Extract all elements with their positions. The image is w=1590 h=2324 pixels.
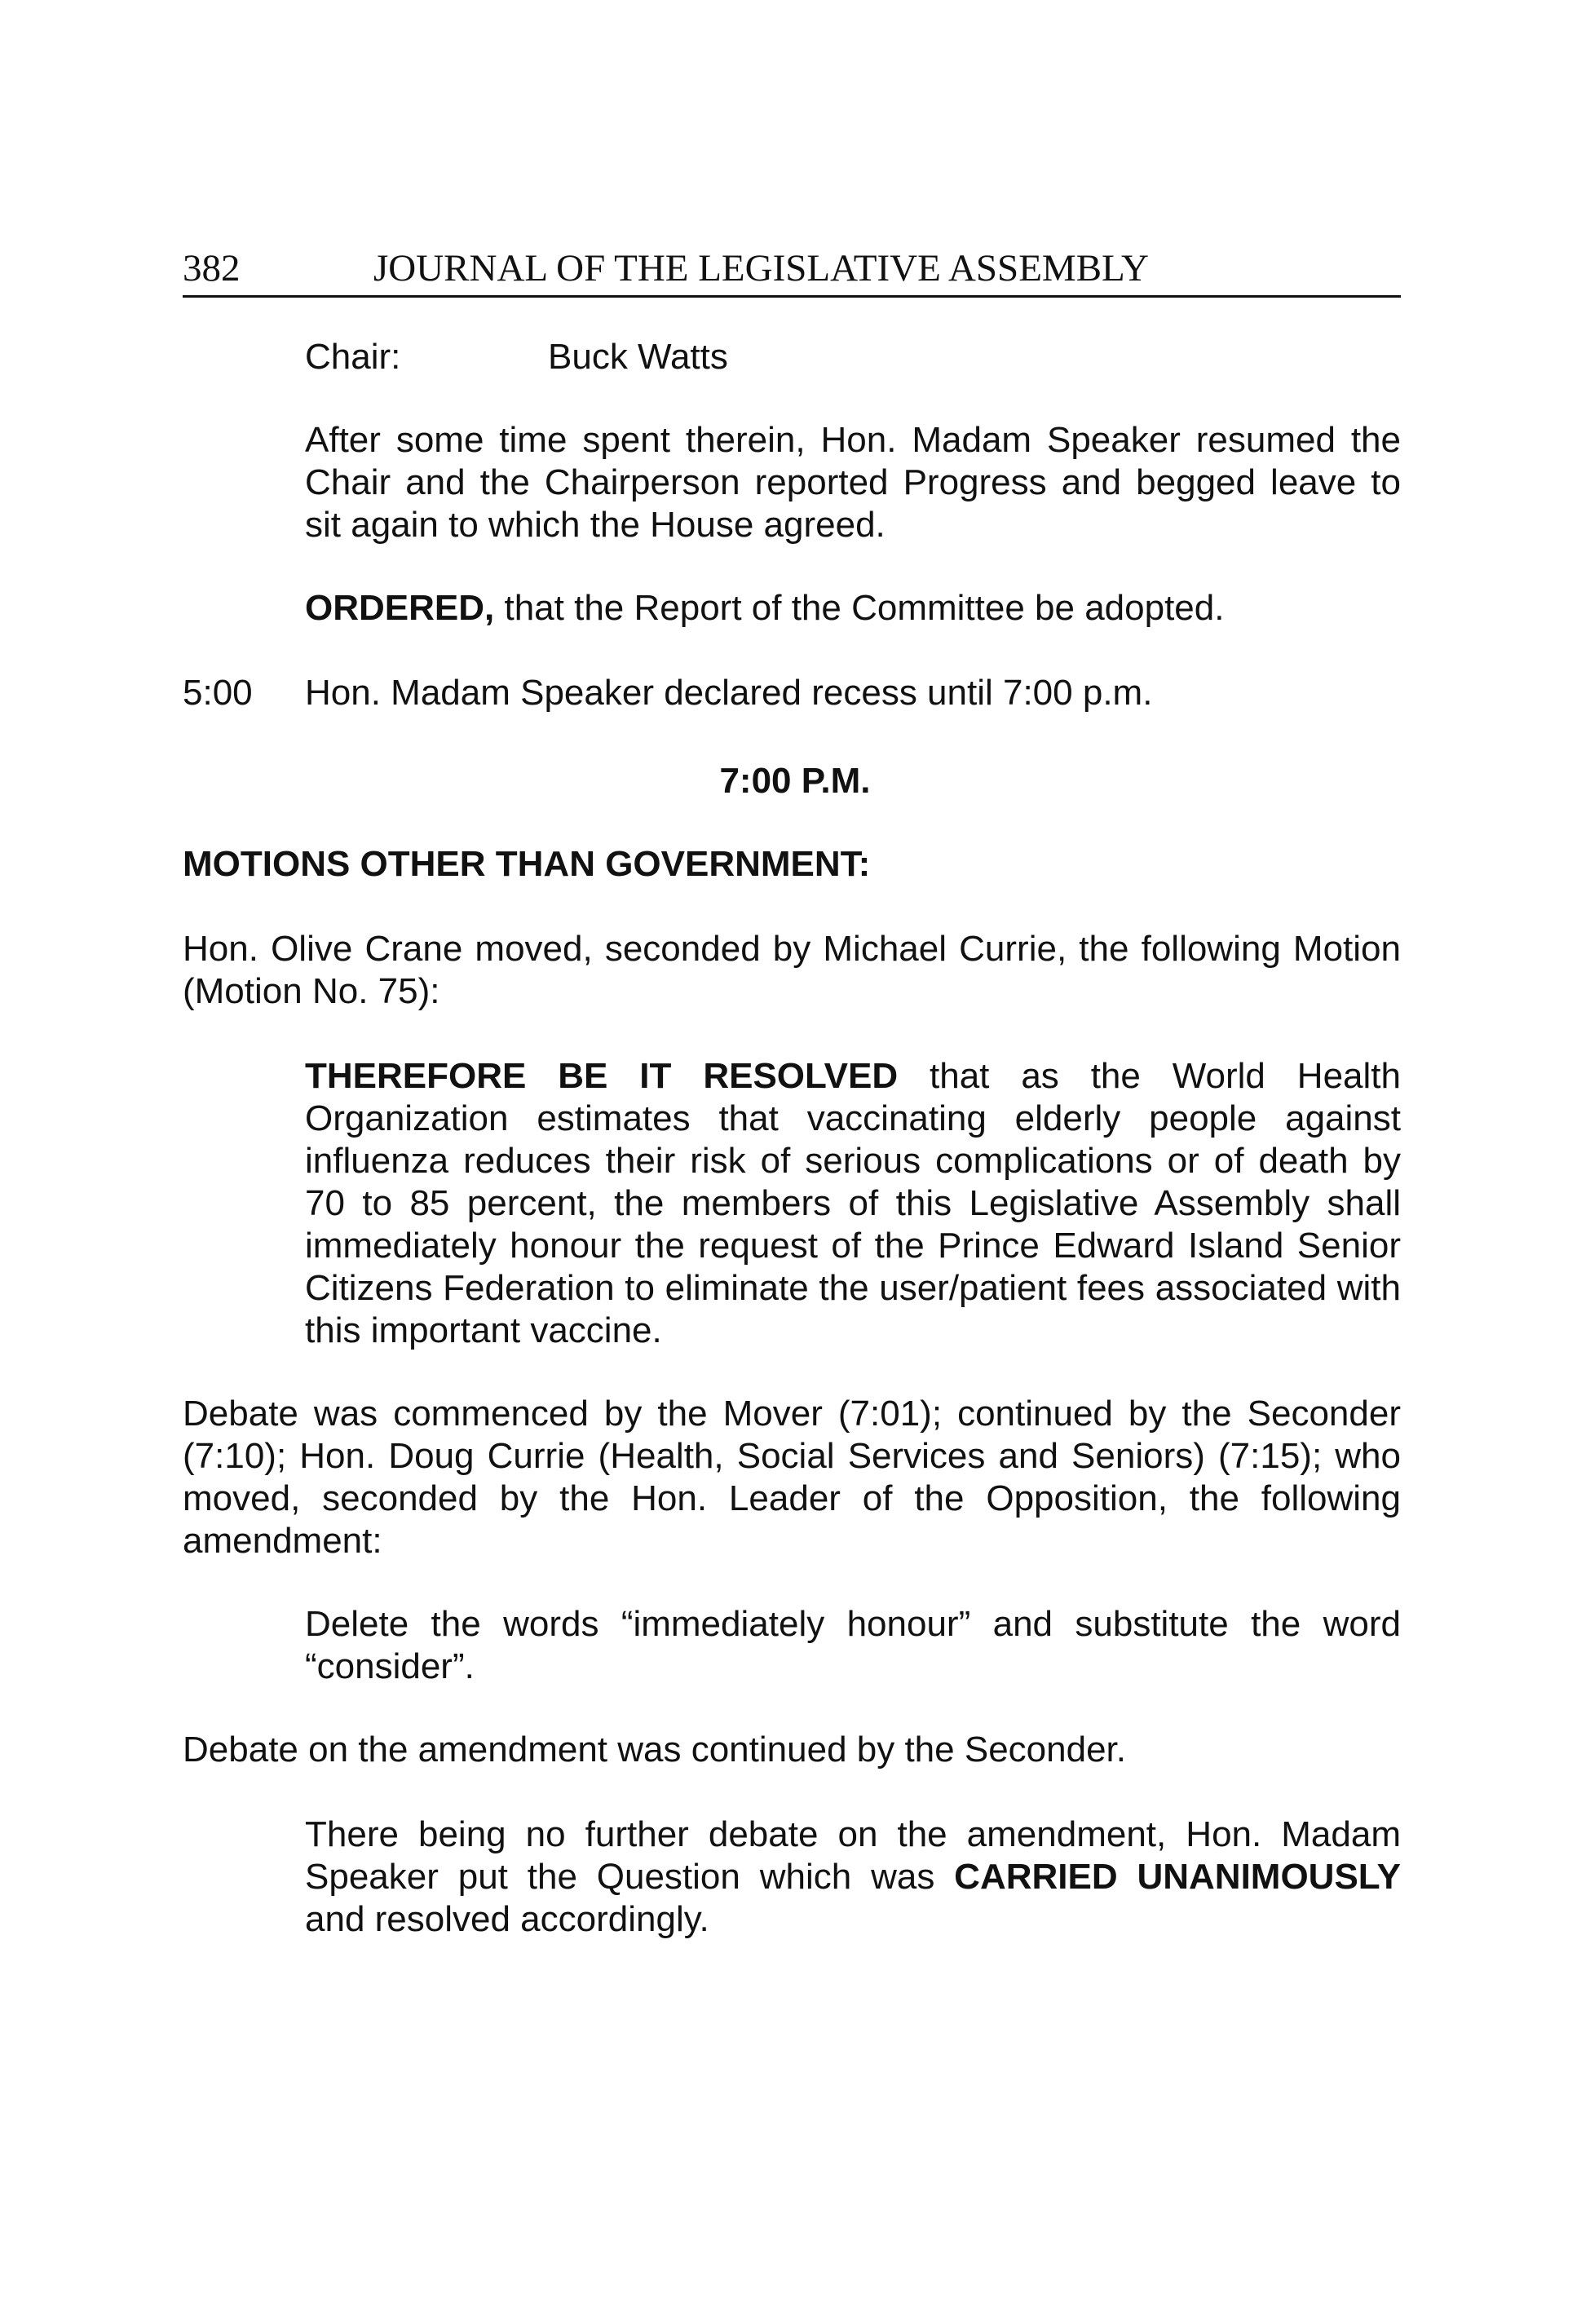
question-text-before: There being no further debate on the amendment, Hon. Madam Speaker put the Question which was <box>305 1814 1401 1897</box>
amendment-text: Delete the words “immediately honour” and substitute the word “consider”. <box>305 1604 1401 1686</box>
journal-title: JOURNAL OF THE LEGISLATIVE ASSEMBLY <box>373 247 1149 289</box>
page-header <box>183 241 1401 298</box>
resolution-keyword: THEREFORE BE IT RESOLVED <box>305 1056 899 1096</box>
resolution-text: that as the World Health Organization estimates that vaccinating elderly people against influenza reduces their risk of serious complications or of death by 70 to 85 percent, the members of this Legislative Assembly shall immediately honour the request of the Prince Edward Island Senior Citizens Federation to eliminate the user/patient fees associated with this important vaccine. <box>305 1056 1401 1350</box>
ordered-text: that the Report of the Committee be adopted. <box>494 588 1225 628</box>
evening-heading: 7:00 P.M. <box>719 761 871 801</box>
debate-paragraph: Debate was commenced by the Mover (7:01); continued by the Seconder (7:10); Hon. Doug Currie (Health, Social Services and Seniors) (7:15); who moved, seconded by the Hon. Leader of the Opposition, the following amendment: <box>183 1394 1401 1561</box>
chair-name: Buck Watts <box>548 337 728 377</box>
recess-time: 5:00 <box>183 673 253 713</box>
motion-intro: Hon. Olive Crane moved, seconded by Michael Currie, the following Motion (Motion No. 75): <box>183 929 1401 1011</box>
amendment-debate: Debate on the amendment was continued by the Seconder. <box>183 1730 1126 1770</box>
question-result: CARRIED UNANIMOUSLY <box>954 1857 1401 1897</box>
resolution-paragraph <box>305 1055 1401 1352</box>
question-text-after: and resolved accordingly. <box>305 1899 709 1939</box>
progress-paragraph: After some time spent therein, Hon. Madam Speaker resumed the Chair and the Chairperson reported Progress and begged leave to sit again to which the House agreed. <box>305 420 1401 545</box>
chair-label: Chair: <box>305 337 401 377</box>
page-number: 382 <box>183 247 241 289</box>
question-paragraph <box>305 1814 1401 1941</box>
ordered-paragraph <box>305 587 1224 630</box>
section-heading: MOTIONS OTHER THAN GOVERNMENT: <box>183 844 871 884</box>
ordered-keyword: ORDERED, <box>305 588 495 628</box>
recess-text: Hon. Madam Speaker declared recess until 7:00 p.m. <box>305 673 1153 713</box>
